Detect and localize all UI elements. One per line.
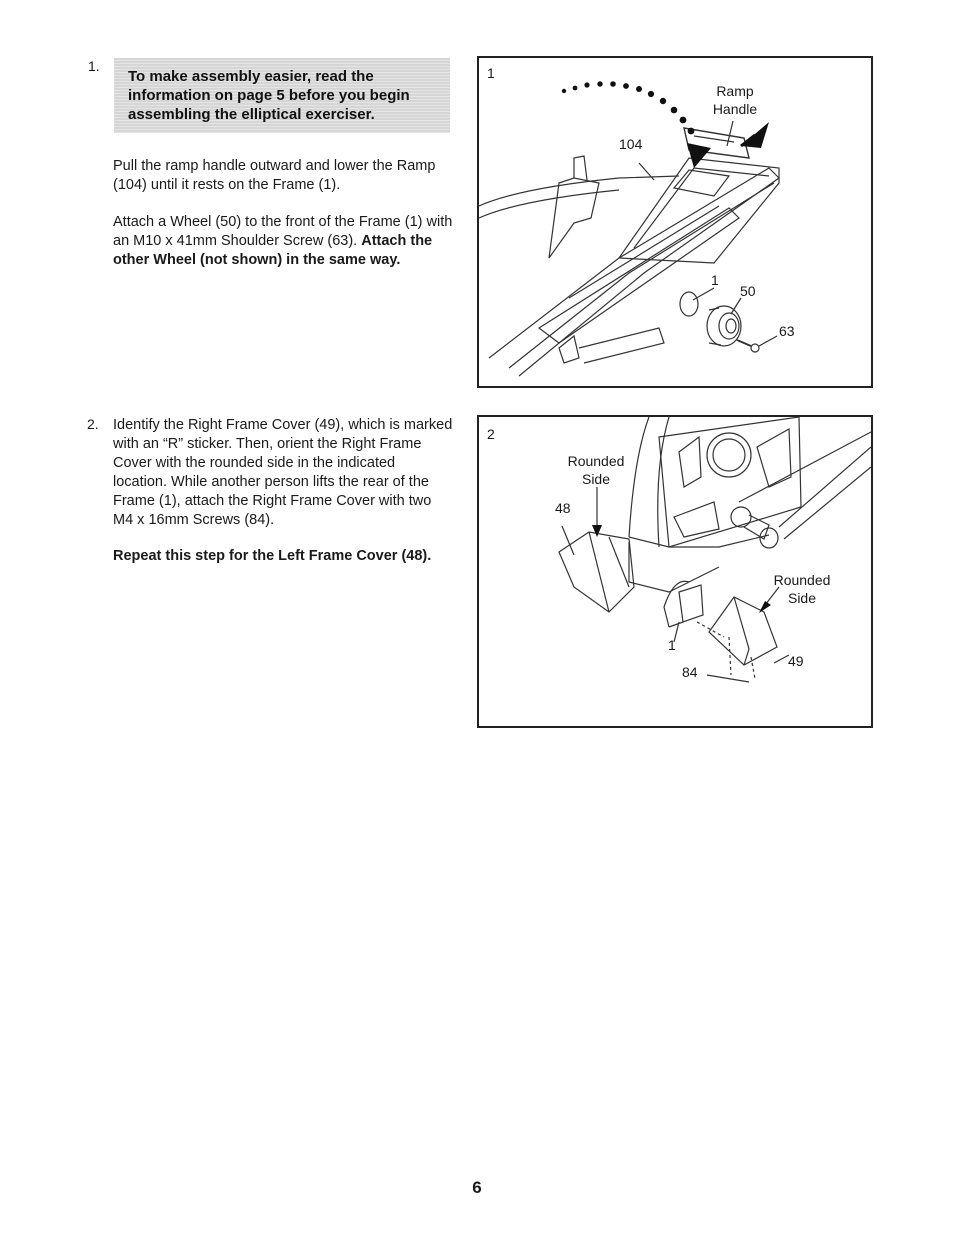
step-1-paragraph-2-bold: Attach the other Wheel (not shown) in the same way. — [113, 233, 433, 268]
callout-84: 84 — [682, 664, 698, 680]
callout-ramp-handle-line2: Handle — [712, 101, 758, 117]
assembly-note-text: To make assembly easier, read the information on page 5 before you begin assembling the elliptical exerciser. — [128, 68, 410, 123]
step-2-paragraph-2-bold: Repeat this step for the Left Frame Cover (48). — [113, 548, 432, 564]
callout-104: 104 — [619, 136, 643, 152]
step-1-paragraph-1: Pull the ramp handle outward and lower the Ramp (104) until it rests on the Frame (1). — [113, 158, 436, 193]
figure-1 — [477, 56, 873, 388]
figure-2 — [477, 415, 873, 728]
figure-2-number: 2 — [487, 426, 495, 442]
callout-rounded-side-left — [563, 452, 629, 488]
step-2-number: 2. — [87, 416, 99, 432]
callout-rounded-side-right-line2: Side — [787, 590, 817, 606]
callout-ramp-handle-line1: Ramp — [716, 83, 754, 99]
callout-49: 49 — [788, 653, 804, 669]
step-1-paragraph-2-text: Attach a Wheel (50) to the front of the Frame (1) with an M10 x 41mm Shoulder Screw (63). — [113, 214, 453, 249]
callout-rounded-side-right — [767, 571, 837, 607]
figure-1-number: 1 — [487, 65, 495, 81]
callout-1: 1 — [711, 272, 719, 288]
step-1-paragraph-2 — [113, 213, 458, 270]
step-2-paragraph-1: Identify the Right Frame Cover (49), which is marked with an “R” sticker. Then, orient the Right Frame Cover with the rounded side in the indicated location. While another person lifts the rear of the Frame (1), attach the Right Frame Cover with two M4 x 16mm Screws (84). — [113, 417, 453, 528]
callout-1: 1 — [668, 637, 676, 653]
figure-1-illustration — [479, 58, 871, 386]
callout-48: 48 — [555, 500, 571, 516]
callout-rounded-side-right-line1: Rounded — [773, 572, 831, 588]
callout-ramp-handle — [705, 82, 765, 118]
assembly-note-box — [114, 58, 450, 133]
callout-rounded-side-left-line2: Side — [581, 471, 611, 487]
callout-50: 50 — [740, 283, 756, 299]
callout-rounded-side-left-line1: Rounded — [567, 453, 625, 469]
step-1-number: 1. — [88, 58, 100, 74]
callout-63: 63 — [779, 323, 795, 339]
page-number: 6 — [472, 1178, 482, 1197]
